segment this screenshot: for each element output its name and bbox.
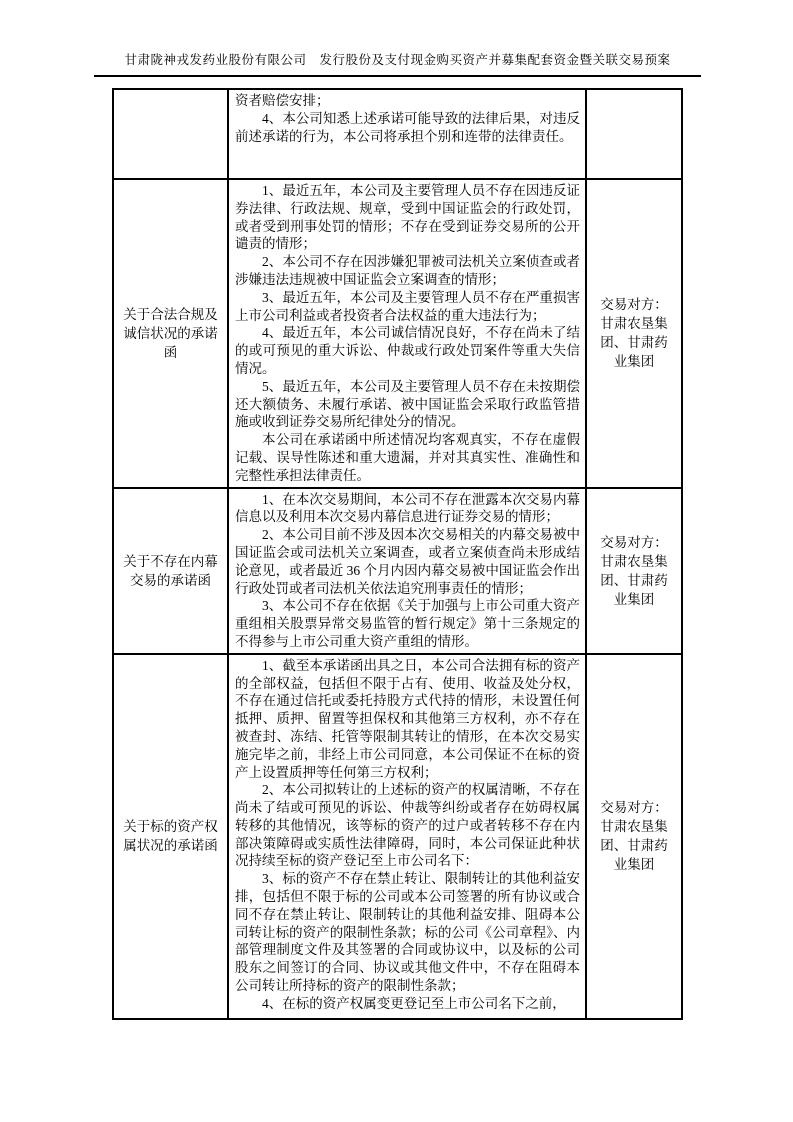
row-label: 关于合法合规及诚信状况的承诺函 <box>123 306 218 360</box>
row-label-cell <box>113 179 228 488</box>
counterparty-text: 交易对方：甘肃农垦集团、甘肃药业集团 <box>600 297 668 370</box>
page-header-title: 甘肃陇神戎发药业股份有限公司 发行股份及支付现金购买资产并募集配套资金暨关联交易预案 <box>124 53 671 67</box>
row-label-cell <box>113 488 228 654</box>
paragraph: 资者赔偿安排； <box>235 93 330 108</box>
counterparty-text: 交易对方：甘肃农垦集团、甘肃药业集团 <box>600 800 668 873</box>
counterparty-cell <box>586 654 682 1019</box>
paragraph: 4、本公司知悉上述承诺可能导致的法律后果，对违反前述承诺的行为，本公司将承担个别和连带的法律责任。 <box>235 110 580 144</box>
row-content-cell <box>228 654 586 1019</box>
table-row-continuation <box>113 89 682 179</box>
table-row-insider-trading-commitment <box>113 488 682 654</box>
paragraph: 1、最近五年，本公司及主要管理人员不存在因违反证券法律、行政法规、规章，受到中国证监会的行政处罚，或者受到刑事处罚的情形；不存在受到证券交易所的公开谴责的情形； <box>235 183 580 252</box>
paragraph: 本公司在承诺函中所述情况均客观真实，不存在虚假记载、误导性陈述和重大遗漏，并对其真实性、准确性和完整性承担法律责任。 <box>235 432 580 483</box>
row-content-cell <box>228 179 586 488</box>
paragraph: 4、最近五年，本公司诚信情况良好，不存在尚未了结的或可预见的重大诉讼、仲裁或行政处罚案件等重大失信情况。 <box>235 325 580 376</box>
row-label: 关于标的资产权属状况的承诺函 <box>123 819 218 854</box>
table-row-asset-ownership-commitment <box>113 654 682 1019</box>
table-row-compliance-commitment <box>113 179 682 488</box>
counterparty-cell <box>586 179 682 488</box>
paragraph: 3、最近五年，本公司及主要管理人员不存在严重损害上市公司利益或者投资者合法权益的重大违法行为； <box>235 289 580 323</box>
row-label: 关于不存在内幕交易的承诺函 <box>123 553 218 588</box>
paragraph: 3、标的资产不存在禁止转让、限制转让的其他利益安排，包括但不限于标的公司或本公司签署的所有协议或合同不存在禁止转让、限制转让的其他利益安排、阻碍本公司转让标的资产的限制性条款；标的公司《公司章程》、内部管理制度文件及其签署的合同或协议中，以及标的公司股东之间签订的合同、协议或其他文件中，不存在阻碍本公司转让所持标的资产的限制性条款； <box>235 871 580 994</box>
counterparty-cell <box>586 488 682 654</box>
counterparty-text: 交易对方：甘肃农垦集团、甘肃药业集团 <box>600 534 668 607</box>
paragraph: 4、在标的资产权属变更登记至上市公司名下之前， <box>262 995 566 1011</box>
paragraph: 3、本公司不存在依据《关于加强与上市公司重大资产重组相关股票异常交易监管的暂行规定》第十三条规定的不得参与上市公司重大资产重组的情形。 <box>235 598 580 649</box>
row-label-cell <box>113 89 228 179</box>
paragraph: 2、本公司拟转让的上述标的资产的权属清晰，不存在尚未了结或可预见的诉讼、仲裁等纠纷或者存在妨碍权属转移的其他情况，该等标的资产的过户或者转移不存在内部决策障碍或实质性法律障碍，同时，本公司保证此种状况持续至标的资产登记至上市公司名下： <box>235 782 580 869</box>
row-label-cell <box>113 654 228 1019</box>
page-header <box>94 50 701 77</box>
paragraph: 2、本公司目前不涉及因本次交易相关的内幕交易被中国证监会或司法机关立案调查，或者立案侦查尚未形成结论意见，或者最近 36 个月内因内幕交易被中国证监会作出行政处罚或者司法机关依法追究刑事责任的情形； <box>235 527 580 596</box>
row-content-cell <box>228 89 586 179</box>
commitments-table <box>112 88 683 1020</box>
paragraph: 2、本公司不存在因涉嫌犯罪被司法机关立案侦查或者涉嫌违法违规被中国证监会立案调查的情形； <box>235 254 580 287</box>
row-content-cell <box>228 488 586 654</box>
counterparty-cell <box>586 89 682 179</box>
paragraph: 5、最近五年，本公司及主要管理人员不存在未按期偿还大额债务、未履行承诺、被中国证监会采取行政监管措施或收到证券交易所纪律处分的情况。 <box>235 378 580 430</box>
paragraph: 1、截至本承诺函出具之日，本公司合法拥有标的资产的全部权益，包括但不限于占有、使用、收益及处分权，不存在通过信托或委托持股方式代持的情形，未设置任何抵押、质押、留置等担保权和其他第三方权利，亦不存在被查封、冻结、托管等限制其转让的情形，在本次交易实施完毕之前，非经上市公司同意，本公司保证不在标的资产上设置质押等任何第三方权利； <box>235 657 580 780</box>
paragraph: 1、在本次交易期间，本公司不存在泄露本次交易内幕信息以及利用本次交易内幕信息进行证券交易的情形； <box>235 491 580 525</box>
